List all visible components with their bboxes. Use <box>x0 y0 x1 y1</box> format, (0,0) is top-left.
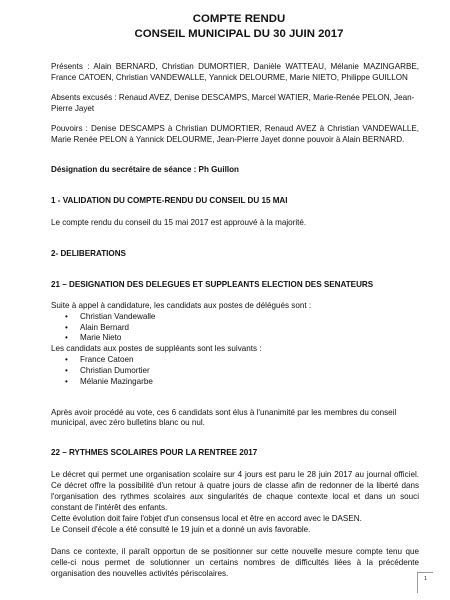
section-22-heading: 22 – RYTHMES SCOLAIRES POUR LA RENTREE 2017 <box>51 448 258 458</box>
secretary-designation: Désignation du secrétaire de séance : Ph Guillon <box>51 165 240 175</box>
presents-paragraph: Présents : Alain BERNARD, Christian DUMORTIER, Danièle WATTEAU, Mélanie MAZINGARBE, France CATOEN, Christian VANDEWALLE, Yannick DELOURME, Marie NIETO, Philippe GUILLON <box>51 62 419 82</box>
suppleants-intro: Les candidats aux postes de suppléants sont les suivants : <box>51 344 262 354</box>
absents-paragraph: Absents excusés : Renaud AVEZ, Denise DESCAMPS, Marcel WATIER, Marie-Renée PELON, Jean-Pierre Jayet <box>51 92 415 113</box>
title-line-2: CONSEIL MUNICIPAL DU 30 JUIN 2017 <box>134 28 344 40</box>
bullet-icon: • <box>65 365 68 375</box>
page-number: 1 <box>424 576 427 582</box>
section-1-text: Le compte rendu du conseil du 15 mai 2017 est approuvé à la majorité. <box>51 218 307 228</box>
section-1-heading: 1 - VALIDATION DU COMPTE-RENDU DU CONSEIL DU 15 MAI <box>51 196 288 206</box>
bullet-icon: • <box>65 333 68 343</box>
pouvoirs-paragraph: Pouvoirs : Denise DESCAMPS à Christian DUMORTIER, Renaud AVEZ à Christian VANDEWALLE, Marie Renée PELON à Yannick DELOURME, Jean-Pierre Jayet donne pouvoir à Alain BERNARD. <box>51 123 419 144</box>
bullet-icon: • <box>65 376 68 386</box>
list-item: • Marie Nieto <box>65 333 122 343</box>
election-result: Après avoir procédé au vote, ces 6 candidats sont élus à l'unanimité par les membres du conseil municipal, avec zéro bulletins blanc ou nul. <box>51 407 397 428</box>
section-22-paragraph-1: Le décret qui permet une organisation scolaire sur 4 jours est paru le 28 juin 2017 au journal officiel. Ce décret offre la possibilité d'un retour à quatre jours de classe afin de redonner de la liberté dans l'organisation des rythmes scolaires aux singularités de chaque contexte local et dans un souci constant de l'intérêt des enfants. <box>51 470 419 512</box>
bullet-icon: • <box>65 311 68 321</box>
delegues-list <box>51 312 419 344</box>
bullet-icon: • <box>65 355 68 365</box>
list-item: • Christian Dumortier <box>65 365 150 375</box>
document-title <box>51 12 419 42</box>
section-2-heading: 2- DELIBERATIONS <box>51 249 126 259</box>
title-line-1: COMPTE RENDU <box>192 13 286 25</box>
section-21-heading: 21 – DESIGNATION DES DELEGUES ET SUPPLEANTS ELECTION DES SENATEURS <box>51 280 374 290</box>
list-item: • France Catoen <box>65 355 134 365</box>
page-number-box <box>417 572 433 593</box>
list-item: • Christian Vandewalle <box>65 311 156 321</box>
delegues-intro: Suite à appel à candidature, les candidats aux postes de délégués sont : <box>51 300 312 310</box>
section-22-paragraph-3: Le Conseil d'école a été consulté le 19 juin et a donné un avis favorable. <box>51 524 311 534</box>
list-item: • Mélanie Mazingarbe <box>65 376 153 386</box>
list-item: • Alain Bernard <box>65 322 130 332</box>
section-22-paragraph-4: Dans ce contexte, il paraît opportun de se positionner sur cette nouvelle mesure compte tenu que celle-ci nous permet de solutionner un certains nombres de difficultés liées à la précédente organisation des nouvelles activités périscolaires. <box>51 546 419 578</box>
section-22-paragraph-2: Cette évolution doit faire l'objet d'un consensus local et être en accord avec le DASEN. <box>51 513 362 523</box>
bullet-icon: • <box>65 322 68 332</box>
suppleants-list <box>51 355 419 387</box>
